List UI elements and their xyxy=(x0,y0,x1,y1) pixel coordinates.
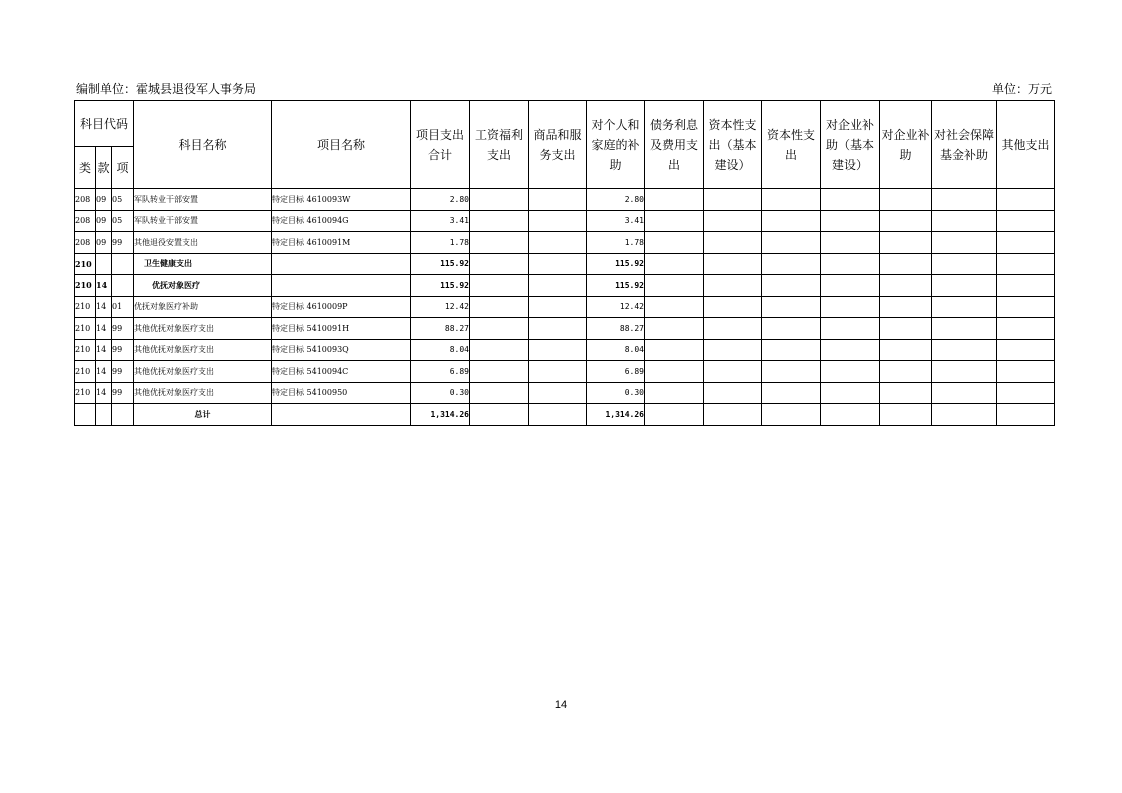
cell-lei: 208 xyxy=(75,189,96,211)
cell-xiang xyxy=(112,275,134,297)
cell-project: 特定目标 5410093Q xyxy=(272,339,411,361)
cell-lei: 210 xyxy=(75,275,96,297)
cell-total: 12.42 xyxy=(411,296,470,318)
page-number: 14 xyxy=(554,699,568,711)
header-goods-services: 商品和服务支出 xyxy=(529,101,587,189)
cell-kuan: 09 xyxy=(96,232,112,254)
cell-lei: 210 xyxy=(75,339,96,361)
cell-subject: 其他优抚对象医疗支出 xyxy=(134,382,272,404)
header-social-security: 对社会保障基金补助 xyxy=(932,101,997,189)
table-row xyxy=(75,210,1055,232)
cell-personal: 115.92 xyxy=(587,253,645,275)
cell-project: 特定目标 5410091H xyxy=(272,318,411,340)
cell-kuan: 09 xyxy=(96,210,112,232)
cell-xiang: 99 xyxy=(112,232,134,254)
header-personal-subsidy: 对个人和家庭的补助 xyxy=(587,101,645,189)
cell-total: 6.89 xyxy=(411,361,470,383)
header-kuan: 款 xyxy=(96,147,112,189)
cell-lei: 210 xyxy=(75,296,96,318)
cell-lei: 210 xyxy=(75,361,96,383)
cell-total: 2.80 xyxy=(411,189,470,211)
header-code-group: 科目代码 xyxy=(75,101,134,147)
cell-kuan: 09 xyxy=(96,189,112,211)
cell-kuan: 14 xyxy=(96,361,112,383)
header-project-total: 项目支出合计 xyxy=(411,101,470,189)
table-row xyxy=(75,253,1055,275)
cell-xiang: 01 xyxy=(112,296,134,318)
cell-project: 特定目标 4610094G xyxy=(272,210,411,232)
table-row xyxy=(75,275,1055,297)
cell-kuan: 14 xyxy=(96,318,112,340)
currency-unit: 单位：万元 xyxy=(991,82,1052,96)
header-wages: 工资福利支出 xyxy=(470,101,529,189)
cell-kuan: 14 xyxy=(96,339,112,361)
total-amount: 1,314.26 xyxy=(411,404,470,426)
total-label: 总计 xyxy=(134,404,272,426)
cell-personal: 88.27 xyxy=(587,318,645,340)
table-row xyxy=(75,232,1055,254)
cell-xiang: 99 xyxy=(112,318,134,340)
cell-subject: 其他退役安置支出 xyxy=(134,232,272,254)
cell-subject: 优抚对象医疗补助 xyxy=(134,296,272,318)
cell-total: 0.30 xyxy=(411,382,470,404)
cell-subject: 优抚对象医疗 xyxy=(134,275,272,297)
cell-lei: 210 xyxy=(75,318,96,340)
cell-xiang: 99 xyxy=(112,361,134,383)
total-personal: 1,314.26 xyxy=(587,404,645,426)
table-row xyxy=(75,382,1055,404)
table-row xyxy=(75,361,1055,383)
header-capital: 资本性支出 xyxy=(762,101,821,189)
cell-project: 特定目标 5410094C xyxy=(272,361,411,383)
cell-lei: 208 xyxy=(75,232,96,254)
cell-kuan: 14 xyxy=(96,275,112,297)
cell-personal: 8.04 xyxy=(587,339,645,361)
cell-total: 115.92 xyxy=(411,275,470,297)
cell-total: 88.27 xyxy=(411,318,470,340)
compiling-unit: 编制单位：霍城县退役军人事务局 xyxy=(76,82,257,96)
cell-project xyxy=(272,275,411,297)
cell-personal: 0.30 xyxy=(587,382,645,404)
table-row xyxy=(75,296,1055,318)
table-row xyxy=(75,189,1055,211)
header-xiang: 项 xyxy=(112,147,134,189)
cell-lei: 210 xyxy=(75,253,96,275)
cell-kuan xyxy=(96,253,112,275)
header-subject-name: 科目名称 xyxy=(134,101,272,189)
cell-xiang: 99 xyxy=(112,382,134,404)
cell-xiang: 05 xyxy=(112,189,134,211)
cell-project: 特定目标 4610091M xyxy=(272,232,411,254)
cell-subject: 卫生健康支出 xyxy=(134,253,272,275)
expenditure-table xyxy=(74,100,1055,426)
cell-lei: 208 xyxy=(75,210,96,232)
cell-lei: 210 xyxy=(75,382,96,404)
header-lei: 类 xyxy=(75,147,96,189)
header-other: 其他支出 xyxy=(997,101,1055,189)
cell-kuan: 14 xyxy=(96,382,112,404)
header-project-name: 项目名称 xyxy=(272,101,411,189)
cell-project xyxy=(272,253,411,275)
cell-subject: 军队转业干部安置 xyxy=(134,210,272,232)
cell-subject: 军队转业干部安置 xyxy=(134,189,272,211)
cell-total: 3.41 xyxy=(411,210,470,232)
cell-personal: 6.89 xyxy=(587,361,645,383)
header-debt-interest: 债务利息及费用支出 xyxy=(645,101,704,189)
cell-personal: 12.42 xyxy=(587,296,645,318)
table-row xyxy=(75,339,1055,361)
cell-personal: 2.80 xyxy=(587,189,645,211)
cell-project: 特定目标 4610009P xyxy=(272,296,411,318)
cell-subject: 其他优抚对象医疗支出 xyxy=(134,318,272,340)
cell-project: 特定目标 54100950 xyxy=(272,382,411,404)
cell-kuan: 14 xyxy=(96,296,112,318)
cell-total: 1.78 xyxy=(411,232,470,254)
cell-xiang: 99 xyxy=(112,339,134,361)
header-enterprise: 对企业补助 xyxy=(880,101,932,189)
total-row xyxy=(75,404,1055,426)
header-enterprise-basic: 对企业补助（基本建设） xyxy=(821,101,880,189)
cell-personal: 3.41 xyxy=(587,210,645,232)
cell-xiang: 05 xyxy=(112,210,134,232)
cell-subject: 其他优抚对象医疗支出 xyxy=(134,361,272,383)
cell-personal: 1.78 xyxy=(587,232,645,254)
cell-personal: 115.92 xyxy=(587,275,645,297)
table-row xyxy=(75,318,1055,340)
cell-xiang xyxy=(112,253,134,275)
cell-total: 115.92 xyxy=(411,253,470,275)
cell-project: 特定目标 4610093W xyxy=(272,189,411,211)
header-capital-basic: 资本性支出（基本建设） xyxy=(704,101,762,189)
cell-subject: 其他优抚对象医疗支出 xyxy=(134,339,272,361)
cell-total: 8.04 xyxy=(411,339,470,361)
